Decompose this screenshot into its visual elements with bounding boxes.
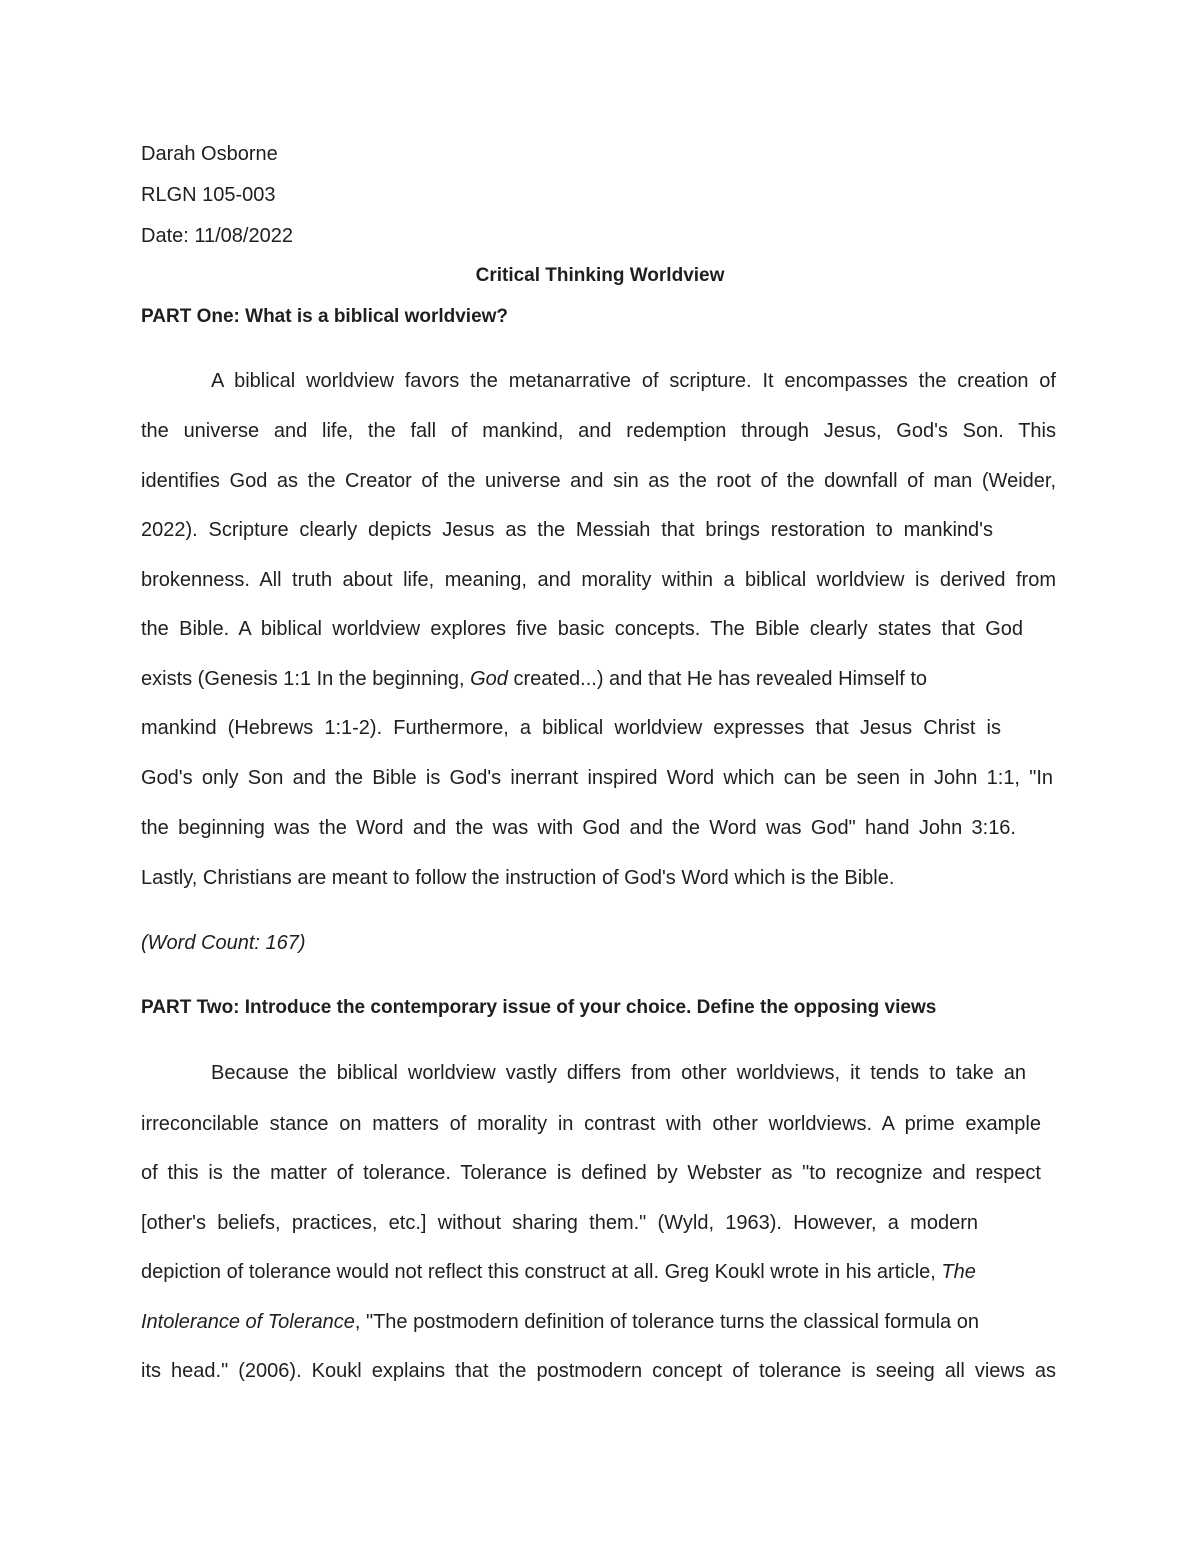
paragraph-line: of this is the matter of tolerance. Tolerance is defined by Webster as "to recognize and respect (141, 1162, 1041, 1184)
part-one-heading: PART One: What is a biblical worldview? (141, 306, 509, 327)
paragraph-line: Lastly, Christians are meant to follow the instruction of God's Word which is the Bible. (141, 867, 895, 889)
document-title: Critical Thinking Worldview (475, 265, 725, 286)
text-run: created...) and that He has revealed Himself to (507, 668, 928, 690)
course-code: RLGN 105-003 (141, 184, 276, 206)
emphasis-text: God (470, 668, 508, 690)
paragraph-line: brokenness. All truth about life, meaning, and morality within a biblical worldview is derived from (141, 569, 1056, 591)
paragraph-line: Because the biblical worldview vastly differs from other worldviews, it tends to take an (211, 1062, 1026, 1084)
text-run: depiction of tolerance would not reflect this construct at all. Greg Koukl wrote in his article, (141, 1261, 942, 1283)
text-run: exists (Genesis 1:1 In the beginning, (141, 668, 471, 690)
paragraph-line (141, 1310, 979, 1334)
article-title-start: The (941, 1261, 976, 1283)
paragraph-line: [other's beliefs, practices, etc.] without sharing them." (Wyld, 1963). However, a modern (141, 1212, 978, 1234)
paragraph-line: God's only Son and the Bible is God's inerrant inspired Word which can be seen in John 1:1, "In (141, 767, 1053, 789)
author-name: Darah Osborne (141, 143, 278, 165)
paragraph-line: its head." (2006). Koukl explains that the postmodern concept of tolerance is seeing all views as (141, 1360, 1056, 1382)
paragraph-line (141, 1260, 976, 1284)
paragraph-line: 2022). Scripture clearly depicts Jesus as the Messiah that brings restoration to mankind's (141, 519, 993, 541)
paragraph-line (141, 667, 927, 691)
paragraph-line: irreconcilable stance on matters of morality in contrast with other worldviews. A prime example (141, 1113, 1041, 1135)
paragraph-line: A biblical worldview favors the metanarrative of scripture. It encompasses the creation of (211, 370, 1056, 392)
paragraph-line: identifies God as the Creator of the universe and sin as the root of the downfall of man (Weider, (141, 470, 1056, 492)
paragraph-line: the universe and life, the fall of mankind, and redemption through Jesus, God's Son. This (141, 420, 1056, 442)
paragraph-line: the Bible. A biblical worldview explores five basic concepts. The Bible clearly states that God (141, 618, 1023, 640)
article-title-end: Intolerance of Tolerance (141, 1311, 355, 1333)
text-run: , "The postmodern definition of tolerance turns the classical formula on (354, 1311, 979, 1333)
paragraph-line: mankind (Hebrews 1:1-2). Furthermore, a biblical worldview expresses that Jesus Christ is (141, 717, 1001, 739)
word-count: (Word Count: 167) (141, 932, 306, 954)
submission-date: Date: 11/08/2022 (141, 225, 293, 247)
part-two-heading: PART Two: Introduce the contemporary issue of your choice. Define the opposing views (141, 997, 937, 1018)
paragraph-line: the beginning was the Word and the was with God and the Word was God" hand John 3:16. (141, 817, 1016, 839)
